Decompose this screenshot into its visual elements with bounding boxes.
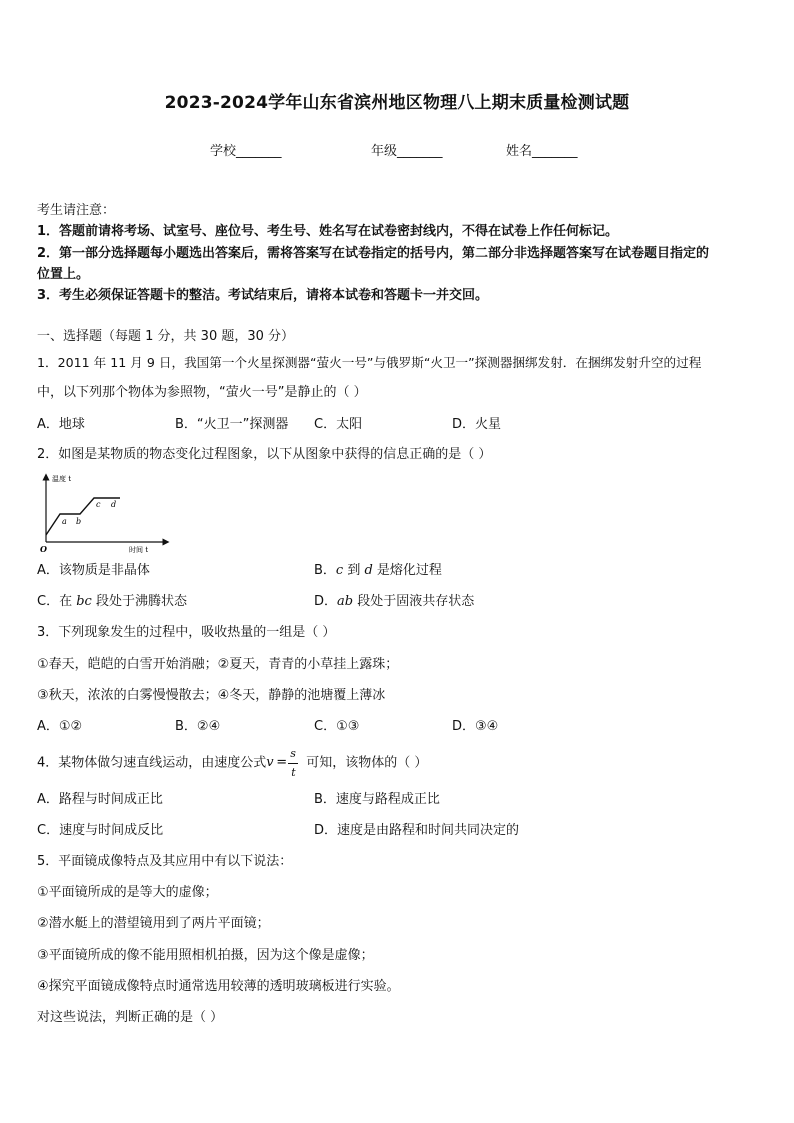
school-field: 学校_______: [210, 144, 282, 159]
q2-option-a: A．该物质是非晶体: [37, 563, 150, 578]
q5-statement-1: ①平面镜所成的是等大的虚像；: [37, 885, 218, 900]
q1-stem-line2: 中，以下列那个物体为参照物，“萤火一号”是静止的（ ）: [37, 385, 367, 400]
q1-option-b: B．“火卫一”探测器: [175, 417, 289, 432]
notice-heading: 考生请注意：: [37, 203, 116, 218]
q5-statement-3: ③平面镜所成的像不能用照相机拍摄，因为这个像是虚像；: [37, 948, 374, 963]
chart-point-b: b: [76, 517, 82, 526]
q2-stem: 2．如图是某物质的物态变化过程图象，以下从图象中获得的信息正确的是（ ）: [37, 447, 492, 462]
grade-field: 年级_______: [371, 144, 443, 159]
q5-statement-2: ②潜水艇上的潜望镜用到了两片平面镜；: [37, 916, 270, 931]
chart-point-a: a: [62, 517, 67, 526]
q2-option-b: B．c 到 d 是熔化过程: [314, 563, 442, 578]
chart-point-d: d: [111, 500, 117, 509]
q3-statements-1: ①春天，皑皑的白雪开始消融；②夏天，青青的小草挂上露珠；: [37, 657, 399, 672]
section-heading: 一、选择题（每题 1 分，共 30 题，30 分）: [37, 329, 295, 344]
q3-stem: 3．下列现象发生的过程中，吸收热量的一组是（ ）: [37, 625, 336, 640]
q5-stem: 5．平面镜成像特点及其应用中有以下说法：: [37, 854, 293, 869]
q1-option-c: C．太阳: [314, 417, 363, 432]
q4-option-a: A．路程与时间成正比: [37, 792, 163, 807]
notice-item-3: 3．考生必须保证答题卡的整洁。考试结束后，请将本试卷和答题卡一并交回。: [37, 288, 489, 303]
notice-item-2: 2．第一部分选择题每小题选出答案后，需将答案写在试卷指定的括号内，第二部分非选择题答案写在试卷题目指定的: [37, 246, 710, 261]
q3-option-b: B．②④: [175, 719, 221, 734]
q4-option-b: B．速度与路程成正比: [314, 792, 440, 807]
q3-statements-2: ③秋天，浓浓的白雾慢慢散去；④冬天，静静的池塘覆上薄冰: [37, 688, 386, 703]
speed-formula: v = s t: [266, 754, 306, 772]
chart-origin-label: O: [40, 544, 47, 554]
q2-chart: [36, 472, 171, 558]
chart-ylabel: 温度 t: [52, 475, 72, 483]
name-field: 姓名_______: [506, 144, 578, 159]
page-title: 2023-2024学年山东省滨州地区物理八上期末质量检测试题: [164, 93, 630, 113]
q3-option-c: C．①③: [314, 719, 360, 734]
q3-option-a: A．①②: [37, 719, 83, 734]
student-info-row: [0, 140, 794, 160]
q3-option-d: D．③④: [452, 719, 499, 734]
q2-option-d: D．ab 段处于固液共存状态: [314, 594, 475, 609]
q5-statement-4: ④探究平面镜成像特点时通常选用较薄的透明玻璃板进行实验。: [37, 979, 400, 994]
q2-option-c: C．在 bc 段处于沸腾状态: [37, 594, 187, 609]
q1-option-a: A．地球: [37, 417, 85, 432]
chart-xlabel: 时间 t: [129, 546, 149, 554]
chart-point-c: c: [96, 500, 101, 509]
q1-option-d: D．火星: [452, 417, 502, 432]
q1-stem-line1: 1．2011 年 11 月 9 日，我国第一个火星探测器“萤火一号”与俄罗斯“火卫一”探测器捆绑发射．在捆绑发射升空的过程: [37, 355, 702, 370]
q4-stem: 4．某物体做匀速直线运动，由速度公式 v = s t 可知，该物体的（ ）: [37, 747, 428, 779]
q4-option-c: C．速度与时间成反比: [37, 823, 164, 838]
q4-option-d: D．速度是由路程和时间共同决定的: [314, 823, 520, 838]
notice-item-1: 1．答题前请将考场、试室号、座位号、考生号、姓名写在试卷密封线内，不得在试卷上作任何标记。: [37, 224, 619, 239]
temperature-curve: [46, 498, 120, 535]
notice-item-2-cont: 位置上。: [37, 267, 90, 282]
q5-question: 对这些说法，判断正确的是（ ）: [37, 1010, 224, 1025]
